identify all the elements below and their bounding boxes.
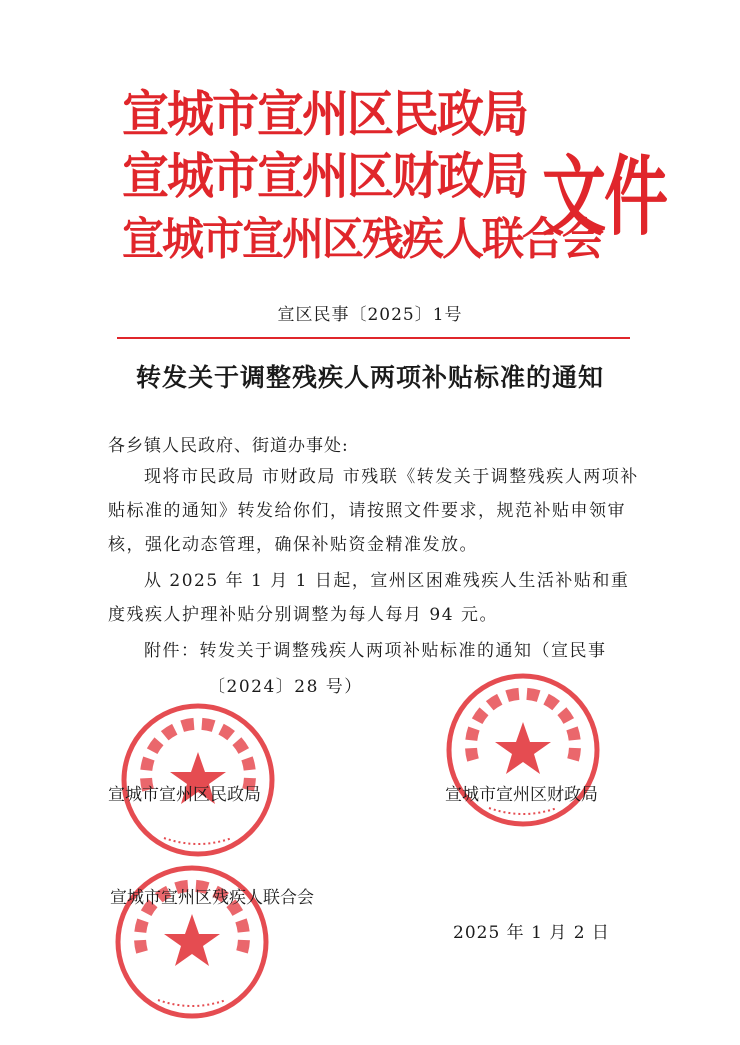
- document-number: 宣区民事〔2025〕1号: [277, 305, 463, 325]
- body-paragraph-2: 从 2025 年 1 月 1 日起，宣州区困难残疾人生活补贴和重度残疾人护理补贴分别调整为每人每月 94 元。: [108, 571, 630, 625]
- issuer-civil-affairs: 宣城市宣州区民政局: [122, 85, 527, 144]
- star-icon: [495, 722, 551, 774]
- body-paragraph-1: 现将市民政局 市财政局 市残联《转发关于调整残疾人两项补贴标准的通知》转发给你们，请按照文件要求，规范补贴申领审核，强化动态管理，确保补贴资金精准发放。: [108, 467, 639, 555]
- red-divider: [117, 337, 630, 339]
- document-word: 文件: [542, 146, 666, 249]
- document-title: 转发关于调整残疾人两项补贴标准的通知: [135, 363, 604, 392]
- signature-finance: 宣城市宣州区财政局: [445, 785, 598, 805]
- issuer-finance: 宣城市宣州区财政局: [122, 147, 527, 206]
- salutation: 各乡镇人民政府、街道办事处:: [108, 436, 349, 456]
- issue-date: 2025 年 1 月 2 日: [453, 923, 610, 943]
- issuer-disabled-federation: 宣城市宣州区残疾人联合会: [122, 212, 603, 265]
- attachment-line-1: 附件：转发关于调整残疾人两项补贴标准的通知（宣民事: [144, 641, 607, 661]
- signature-civil-affairs: 宣城市宣州区民政局: [108, 785, 261, 805]
- finance-seal: [443, 670, 603, 830]
- attachment-line-2: 〔2024〕28 号）: [208, 677, 363, 697]
- signature-disabled-federation: 宣城市宣州区残疾人联合会: [110, 888, 314, 908]
- star-icon: [164, 914, 220, 966]
